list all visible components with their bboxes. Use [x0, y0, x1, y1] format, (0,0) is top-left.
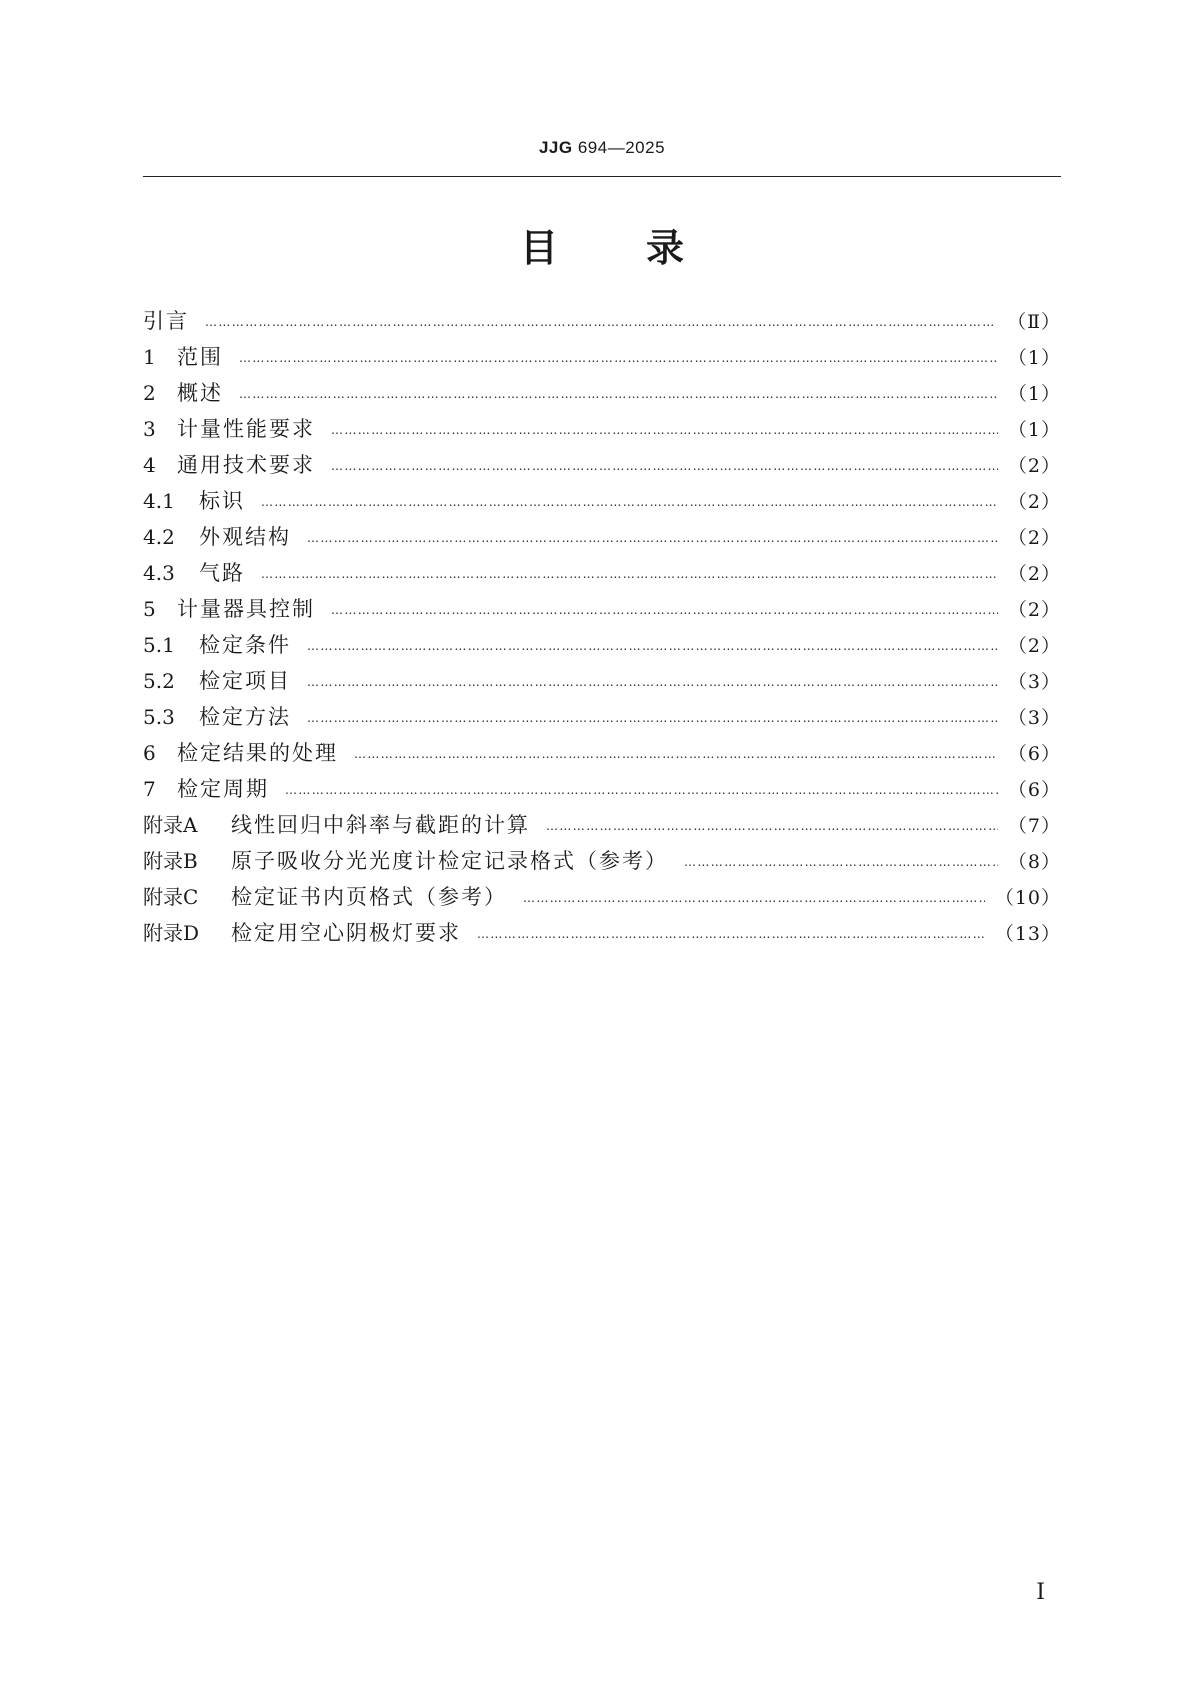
toc-entry-title: 检定周期	[177, 777, 269, 801]
toc-entry-title: 线性回归中斜率与截距的计算	[231, 813, 530, 837]
toc-entry-page: （7）	[1007, 815, 1061, 837]
toc-entry[interactable]	[143, 915, 1061, 951]
toc-dot-leader	[285, 772, 998, 808]
toc-entry-number: 附录B	[143, 849, 198, 873]
toc-dot-leader	[307, 520, 998, 556]
toc-entry-title: 原子吸收分光光度计检定记录格式（参考）	[231, 849, 668, 873]
toc-dot-leader	[331, 448, 998, 484]
header-standard-number: 694—2025	[577, 138, 666, 157]
toc-entry-number: 附录D	[143, 921, 200, 945]
toc-entry-title: 计量性能要求	[177, 417, 315, 441]
toc-entry-number: 5.3	[143, 705, 175, 729]
toc-entry-title: 检定项目	[199, 669, 291, 693]
toc-entry[interactable]	[143, 843, 1061, 879]
toc-entry[interactable]	[143, 303, 1061, 339]
toc-entry-page: （13）	[994, 923, 1061, 945]
toc-dot-leader	[331, 412, 998, 448]
toc-dot-leader	[307, 628, 998, 664]
toc-entry-page: （1）	[1007, 347, 1061, 369]
toc-dot-leader	[307, 700, 998, 736]
toc-entry-number: 2	[143, 381, 156, 405]
toc-entry[interactable]	[143, 519, 1061, 555]
toc-entry[interactable]	[143, 447, 1061, 483]
toc-entry[interactable]	[143, 879, 1061, 915]
header-standard-code: JJG	[538, 138, 573, 157]
toc-entry-number: 4.2	[143, 525, 175, 549]
toc-entry[interactable]	[143, 375, 1061, 411]
toc-entry[interactable]	[143, 483, 1061, 519]
table-of-contents	[143, 303, 1061, 951]
toc-entry-number: 附录A	[143, 813, 198, 837]
toc-entry-page: （Ⅱ）	[1007, 311, 1061, 333]
toc-dot-leader	[205, 304, 997, 340]
toc-entry-page: （3）	[1007, 707, 1061, 729]
toc-dot-leader	[477, 916, 985, 952]
toc-entry[interactable]	[143, 699, 1061, 735]
toc-dot-leader	[239, 376, 998, 412]
toc-entry[interactable]	[143, 555, 1061, 591]
toc-entry[interactable]	[143, 771, 1061, 807]
page-number: Ⅰ	[1036, 1580, 1045, 1605]
toc-dot-leader	[261, 484, 998, 520]
toc-entry-number: 5.1	[143, 633, 175, 657]
toc-entry-number: 5	[143, 597, 156, 621]
toc-entry-title: 通用技术要求	[177, 453, 315, 477]
running-header	[143, 138, 1061, 158]
toc-entry-page: （6）	[1007, 779, 1061, 801]
toc-dot-leader	[261, 556, 998, 592]
toc-entry-page: （1）	[1007, 419, 1061, 441]
toc-entry-page: （2）	[1007, 563, 1061, 585]
toc-entry-number: 附录C	[143, 885, 199, 909]
toc-entry[interactable]	[143, 591, 1061, 627]
header-rule	[143, 176, 1061, 177]
toc-entry-page: （8）	[1007, 851, 1061, 873]
toc-entry-title: 检定证书内页格式（参考）	[231, 885, 507, 909]
toc-entry-number: 4	[143, 453, 156, 477]
toc-entry-title: 引言	[143, 309, 189, 333]
toc-dot-leader	[307, 664, 998, 700]
toc-entry-title: 检定条件	[199, 633, 291, 657]
toc-entry-page: （1）	[1007, 383, 1061, 405]
toc-entry-page: （3）	[1007, 671, 1061, 693]
toc-entry-title: 标识	[199, 489, 245, 513]
toc-entry-number: 4.3	[143, 561, 175, 585]
toc-entry-number: 6	[143, 741, 156, 765]
page-title: 目录	[519, 226, 772, 270]
toc-entry-page: （2）	[1007, 491, 1061, 513]
toc-entry-title: 计量器具控制	[177, 597, 315, 621]
toc-entry[interactable]	[143, 735, 1061, 771]
toc-entry-page: （2）	[1007, 527, 1061, 549]
toc-entry-page: （2）	[1007, 635, 1061, 657]
toc-entry-title: 检定结果的处理	[177, 741, 338, 765]
toc-entry-number: 4.1	[143, 489, 175, 513]
toc-entry[interactable]	[143, 627, 1061, 663]
toc-entry-page: （2）	[1007, 455, 1061, 477]
toc-entry-number: 1	[143, 345, 156, 369]
toc-entry-title: 概述	[177, 381, 223, 405]
toc-entry-number: 7	[143, 777, 156, 801]
toc-entry-page: （6）	[1007, 743, 1061, 765]
toc-entry-title: 气路	[199, 561, 245, 585]
toc-dot-leader	[546, 808, 998, 844]
toc-entry[interactable]	[143, 807, 1061, 843]
toc-entry-page: （10）	[994, 887, 1061, 909]
toc-entry-number: 5.2	[143, 669, 175, 693]
toc-dot-leader	[331, 592, 998, 628]
toc-dot-leader	[523, 880, 985, 916]
toc-entry-number: 3	[143, 417, 156, 441]
toc-entry-title: 检定方法	[199, 705, 291, 729]
toc-entry-title: 外观结构	[199, 525, 291, 549]
toc-entry[interactable]	[143, 663, 1061, 699]
toc-entry[interactable]	[143, 339, 1061, 375]
toc-dot-leader	[239, 340, 998, 376]
toc-entry-page: （2）	[1007, 599, 1061, 621]
toc-dot-leader	[354, 736, 998, 772]
toc-dot-leader	[684, 844, 998, 880]
toc-entry[interactable]	[143, 411, 1061, 447]
toc-entry-title: 范围	[177, 345, 223, 369]
toc-entry-title: 检定用空心阴极灯要求	[231, 921, 461, 945]
